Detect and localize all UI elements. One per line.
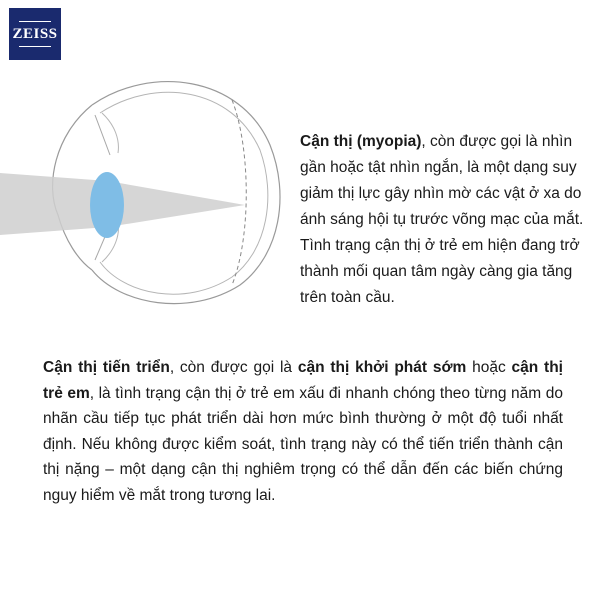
progressive-text-3: , là tình trạng cận thị ở trẻ em xấu đi nhanh chóng theo từng năm do nhãn cầu tiếp tục phát triển dài hơn mức bình thường ở một độ tuổi nhất định. Nếu không được kiểm soát, tình trạng này có thể tiến triển thành cận thị nặng – một dạng cận thị nghiêm trọng có thể dẫn đến các biến chứng nguy hiểm về mắt trong tương lai. [43,384,563,504]
progressive-myopia-paragraph [43,355,563,508]
progressive-text-2: hoặc [466,359,512,376]
logo-bottom-line [19,46,51,47]
myopia-eye-diagram-icon [0,55,290,315]
progressive-text-1: , còn được gọi là [169,359,298,376]
logo-text: ZEISS [12,25,58,42]
eye-ciliary-upper [102,113,118,153]
zeiss-logo [9,8,61,60]
eye-iris-upper [95,115,110,155]
early-onset-myopia-term: cận thị khởi phát sớm [297,359,467,376]
retina-dashed-line [232,100,246,285]
myopia-description: , còn được gọi là nhìn gần hoặc tật nhìn ngắn, là một dạng suy giảm thị lực gây nhìn mờ các vật ở xa do ánh sáng hội tụ trước võng mạc của mắt. Tình trạng cận thị ở trẻ em hiện đang trở thành mối quan tâm ngày càng gia tăng trên toàn cầu. [300,133,584,306]
child-myopia-term: cận thị trẻ em [43,359,563,402]
progressive-myopia-term: Cận thị tiến triển [43,359,170,376]
myopia-definition-paragraph [300,129,590,311]
logo-top-line [19,21,51,22]
myopia-term: Cận thị (myopia) [300,133,422,150]
eye-lens [90,172,124,238]
